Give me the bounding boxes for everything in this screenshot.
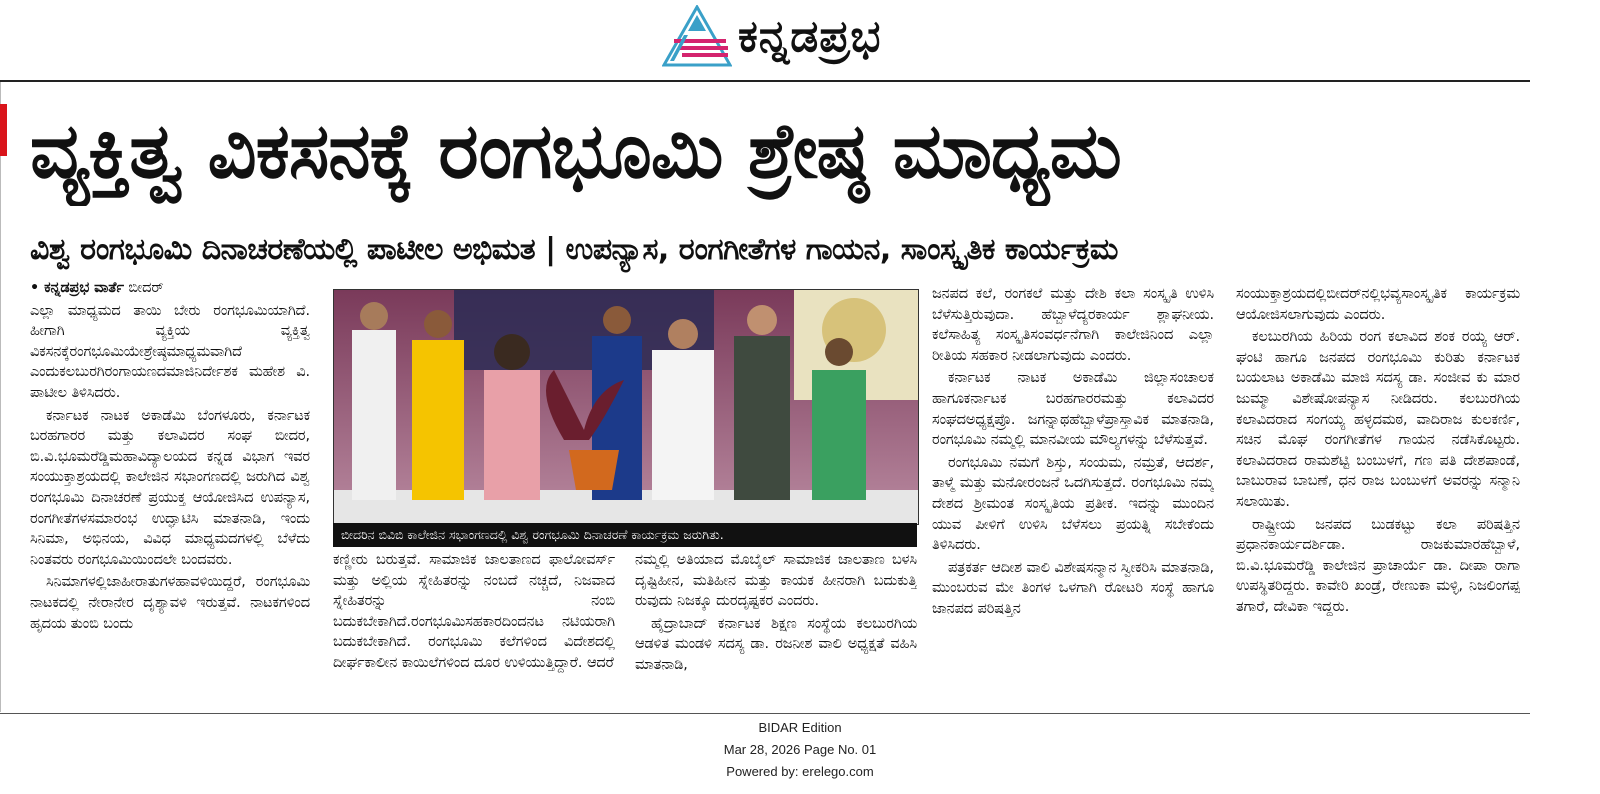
article-column-4 (932, 284, 1214, 702)
paragraph: ನಮ್ಮಲ್ಲಿ ಅತಿಯಾದ ಮೊಬೈಲ್ ಸಾಮಾಜಿಕ ಜಾಲತಾಣ ಬಳಸಿ ದೃಷ್ಟಿಹೀನ, ಮತಿಹೀನ ಮತ್ತು ಕಾಯಕ ಹೀನರಾಗಿ ಬದುಕುತ್ತಿ ರುವುದು ನಿಜಕ್ಕೂ ದುರದೃಷ್ಟಕರ ಎಂದರು. (635, 552, 917, 610)
footer-powered-by[interactable]: Powered by: erelego.com (726, 764, 874, 779)
masthead-divider (0, 80, 1530, 82)
footer-date-page: Mar 28, 2026 Page No. 01 (723, 742, 877, 757)
paragraph: ಎಲ್ಲಾ ಮಾಧ್ಯಮದ ತಾಯಿ ಬೇರು ರಂಗಭೂಮಿಯಾಗಿದೆ. ಹೀಗಾಗಿ ವ್ಯಕ್ತಿಯ ವ್ಯಕ್ತಿತ್ವ ವಿಕಸನಕ್ಕೆರಂಗಭೂಮಿಯೇಶ್ರೇಷ್ಠಮಾಧ್ಯಮವಾಗಿದೆ ಎಂದುಕಲಬುರಗಿರಂಗಾಯಣದಮಾಜಿನಿರ್ದೇಶಕ ಮಹೇಶ ವಿ. ಪಾಟೀಲ ತಿಳಿಸಿದರು. (30, 302, 310, 401)
paragraph: ಕಲಬುರಗಿಯ ಹಿರಿಯ ರಂಗ ಕಲಾವಿದ ಶಂಕ ರಯ್ಯ ಆರ್. ಘಂಟಿ ಹಾಗೂ ಜನಪದ ರಂಗಭೂಮಿ ಕುರಿತು ಕರ್ನಾಟಕ ಬಯಲಾಟ ಅಕಾಡೆಮಿ ಮಾಜಿ ಸದಸ್ಯ ಡಾ. ಸಂಜೀವ ಕು ಮಾರ ಜುಮ್ಮಾ ವಿಶೇಷೋಪನ್ಯಾಸ ನೀಡಿದರು. ಕಲಬುರಗಿಯ ಕಲಾವಿದರಾದ ಸಂಗಯ್ಯ ಹಳ್ಳದಮಠ, ವಾದಿರಾಜ ಕುಲಕರ್ಣಿ, ಸಚಿನ ಮೊಘ ರಂಗಗೀತೆಗಳ ಗಾಯನ ನಡೆಸಿಕೊಟ್ಟರು. ಕಲಾವಿದರಾದ ರಾಮಶೆಟ್ಟಿ ಬಂಬುಳಗೆ, ಗಣ ಪತಿ ದೇಶಪಾಂಡೆ, ಬಾಬುರಾವ ಬಾಬಣೆ, ಧನ ರಾಜ ಬಂಬುಳಗೆ ಅವರನ್ನು ಸನ್ಮಾನಿ ಸಲಾಯಿತು. (1236, 329, 1520, 510)
subheadline: ವಿಶ್ವ ರಂಗಭೂಮಿ ದಿನಾಚರಣೆಯಲ್ಲಿ ಪಾಟೀಲ ಅಭಿಮತ | ಉಪನ್ಯಾಸ, ರಂಗಗೀತೆಗಳ ಗಾಯನ, ಸಾಂಸ್ಕೃತಿಕ ಕಾರ್ಯಕ್ರಮ (30, 232, 1118, 267)
article-photo[interactable] (333, 289, 919, 525)
article-column-3 (635, 550, 917, 700)
footer-edition: BIDAR Edition (758, 720, 842, 735)
article-column-2 (333, 550, 615, 700)
masthead-logo[interactable] (662, 4, 881, 68)
event-photo-illustration (334, 290, 918, 524)
paragraph: ರಂಗಭೂಮಿ ನಮಗೆ ಶಿಸ್ತು, ಸಂಯಮ, ನಮ್ರತೆ, ಆದರ್ಶ, ತಾಳ್ಮೆ ಮತ್ತು ಮನೋರಂಜನೆ ಒದಗಿಸುತ್ತದೆ. ರಂಗಭೂಮಿ ನಮ್ಮ ದೇಶದ ಶ್ರೀಮಂತ ಸಂಸ್ಕೃತಿಯ ಪ್ರತೀಕ. ಇದನ್ನು ಮುಂದಿನ ಯುವ ಪೀಳಿಗೆ ಉಳಿಸಿ ಬೆಳೆಸಲು ಪ್ರಯತ್ನಿ ಸಬೇಕೆಂದು ತಿಳಿಸಿದರು. (932, 454, 1214, 554)
article-column-5 (1236, 284, 1520, 702)
byline-city: ಬೀದರ್ (128, 280, 164, 296)
paragraph: ಸಂಯುಕ್ತಾಶ್ರಯದಲ್ಲಿಬೀದರ್‌ನಲ್ಲಿಭವ್ಯಸಾಂಸ್ಕೃತಿಕ ಕಾರ್ಯಕ್ರಮ ಆಯೋಜಿಸಲಾಗುವುದು ಎಂದರು. (1236, 286, 1520, 323)
article-column-1 (30, 278, 310, 700)
paragraph: ಕರ್ನಾಟಕ ನಾಟಕ ಅಕಾಡೆಮಿ ಬೆಂಗಳೂರು, ಕರ್ನಾಟಕ ಬರಹಗಾರರ ಮತ್ತು ಕಲಾವಿದರ ಸಂಘ ಬೀದರ, ಬಿ.ವಿ.ಭೂಮರೆಡ್ಡಿಮಹಾವಿದ್ಯಾಲಯದ ಕನ್ನಡ ವಿಭಾಗ ಇವರ ಸಂಯುಕ್ತಾಶ್ರಯದಲ್ಲಿ ಕಾಲೇಜಿನ ಸಭಾಂಗಣದಲ್ಲಿ ಜರುಗಿದ ವಿಶ್ವ ರಂಗಭೂಮಿ ದಿನಾಚರಣೆ ಪ್ರಯುಕ್ತ ಆಯೋಜಿಸಿದ ಉಪನ್ಯಾಸ, ರಂಗಗೀತೆಗಳಸಮಾರಂಭ ಉದ್ಘಾಟಿಸಿ ಮಾತನಾಡಿ, ಇಂದು ಸಿನಿಮಾ, ಅಭಿನಯ, ವಿವಿಧ ಮಾಧ್ಯಮದಗಳಲ್ಲಿ ಬೆಳೆದು ನಿಂತವರು ರಂಗಭೂಮಿಯಿಂದಲೇ ಬಂದವರು. (30, 407, 310, 568)
byline (30, 278, 310, 299)
photo-caption: ಬೀದರಿನ ಬಿವಿಬಿ ಕಾಲೇಜಿನ ಸಭಾಂಗಣದಲ್ಲಿ ವಿಶ್ವ ರಂಗಭೂಮಿ ದಿನಾಚರಣೆ ಕಾರ್ಯಕ್ರಮ ಜರುಗಿತು. (333, 523, 917, 547)
headline: ವ್ಯಕ್ತಿತ್ವ ವಿಕಸನಕ್ಕೆ ರಂಗಭೂಮಿ ಶ್ರೇಷ್ಠ ಮಾಧ್ಯಮ (30, 106, 1121, 195)
paragraph: ರಾಷ್ಟ್ರೀಯ ಜನಪದ ಬುಡಕಟ್ಟು ಕಲಾ ಪರಿಷತ್ತಿನ ಪ್ರಧಾನಕಾರ್ಯದರ್ಶಿಡಾ. ರಾಜಕುಮಾರಹೆಬ್ಬಾಳೆ, ಬಿ.ವಿ.ಭೂಮರೆಡ್ಡಿ ಕಾಲೇಜಿನ ಪ್ರಾಚಾರ್ಯೆ ಡಾ. ದೀಪಾ ರಾಗಾ ಉಪಸ್ಥಿತರಿದ್ದರು. ಕಾವೇರಿ ಖಂಡ್ರೆ, ರೇಣುಕಾ ಮಳ್ಳಿ, ನಿಜಲಿಂಗಪ್ಪ ತಗಾರೆ, ದೇವಿಕಾ ಇದ್ದರು. (1236, 516, 1520, 615)
footer-divider (0, 713, 1530, 714)
paragraph: ಹೈದ್ರಾಬಾದ್ ಕರ್ನಾಟಕ ಶಿಕ್ಷಣ ಸಂಸ್ಥೆಯ ಕಲಬುರಗಿಯ ಆಡಳಿತ ಮಂಡಳಿ ಸದಸ್ಯ ಡಾ. ರಜನೀಶ ವಾಲಿ ಅಧ್ಯಕ್ಷತೆ ವಹಿಸಿ ಮಾತನಾಡಿ, (635, 615, 917, 673)
paragraph: ಕಣ್ಣೀರು ಬರುತ್ತವೆ. ಸಾಮಾಜಿಕ ಜಾಲತಾಣದ ಫಾಲೋವರ್ಸ್ ಮತ್ತು ಅಲ್ಲಿಯ ಸ್ನೇಹಿತರನ್ನು ನಂಬದೆ ನಚ್ಚದೆ, ನಿಜವಾದ ಸ್ನೇಹಿತರನ್ನು ನಂಬಿ ಬದುಕಬೇಕಾಗಿದೆ.ರಂಗಭೂಮಿಸಹಕಾರದಿಂದನಟ ನಟಿಯರಾಗಿ ಬದುಕಬೇಕಾಗಿದೆ. ರಂಗಭೂಮಿ ಕಲೆಗಳಿಂದ ವಿದೇಶದಲ್ಲಿ ದೀರ್ಘಕಾಲೀನ ಕಾಯಿಲೆಗಳಿಂದ ದೂರ ಉಳಿಯುತ್ತಿದ್ದಾರೆ. ಆದರೆ (333, 552, 615, 671)
paragraph: ಸಿನಿಮಾಗಳಲ್ಲಿಜಾಹೀರಾತುಗಳಹಾವಳಿಯಿದ್ದರೆ, ರಂಗಭೂಮಿ ನಾಟಕದಲ್ಲಿ ನೇರಾನೇರ ದೃಶ್ಯಾವಳಿ ಇರುತ್ತವೆ. ನಾಟಕಗಳಿಂದ ಹೃದಯ ತುಂಬಿ ಬಂದು (30, 574, 310, 632)
headline-accent-bar (0, 104, 7, 156)
masthead (0, 0, 1530, 80)
left-margin-rule (0, 82, 1, 712)
paragraph: ಪತ್ರಕರ್ತ ಆದೀಶ ವಾಲಿ ವಿಶೇಷಸನ್ಮಾನ ಸ್ವೀಕರಿಸಿ ಮಾತನಾಡಿ, ಮುಂಬರುವ ಮೇ ತಿಂಗಳ ಒಳಗಾಗಿ ರೋಟರಿ ಸಂಸ್ಥೆ ಹಾಗೂ ಜಾನಪದ ಪರಿಷತ್ತಿನ (932, 559, 1214, 617)
masthead-logo-text: ಕನ್ನಡಪ್ರಭ (738, 10, 882, 62)
paragraph: ಜನಪದ ಕಲೆ, ರಂಗಕಲೆ ಮತ್ತು ದೇಶಿ ಕಲಾ ಸಂಸ್ಕೃತಿ ಉಳಿಸಿ ಬೆಳೆಸುತ್ತಿರುವುದಾ. ಹೆಬ್ಬಾಳೆದ್ಯರಕಾರ್ಯ ಶ್ಲಾಘನೀಯ. ಕಲೆಸಾಹಿತ್ಯ ಸಂಸ್ಕೃತಿಸಂವರ್ಧನೆಗಾಗಿ ಕಾಲೇಜಿನಿಂದ ಎಲ್ಲಾ ರೀತಿಯ ಸಹಕಾರ ನೀಡಲಾಗುವುದು ಎಂದರು. (932, 286, 1214, 364)
byline-label: • ಕನ್ನಡಪ್ರಭ ವಾರ್ತೆ (30, 280, 124, 296)
paragraph: ಕರ್ನಾಟಕ ನಾಟಕ ಅಕಾಡೆಮಿ ಜಿಲ್ಲಾಸಂಚಾಲಕ ಹಾಗೂಕರ್ನಾಟಕ ಬರಹಗಾರರಮತ್ತು ಕಲಾವಿದರ ಸಂಘದಅಧ್ಯಕ್ಷಪ್ರೊ. ಜಗನ್ನಾಥಹೆಬ್ಬಾಳೆಪ್ರಾಸ್ತಾವಿಕ ಮಾತನಾಡಿ, ರಂಗಭೂಮಿ ನಮ್ಮಲ್ಲಿ ಮಾನವೀಯ ಮೌಲ್ಯಗಳನ್ನು ಬೆಳೆಸುತ್ತವೆ. (932, 370, 1214, 449)
kannadaprabha-triangle-logo-icon (662, 5, 732, 67)
